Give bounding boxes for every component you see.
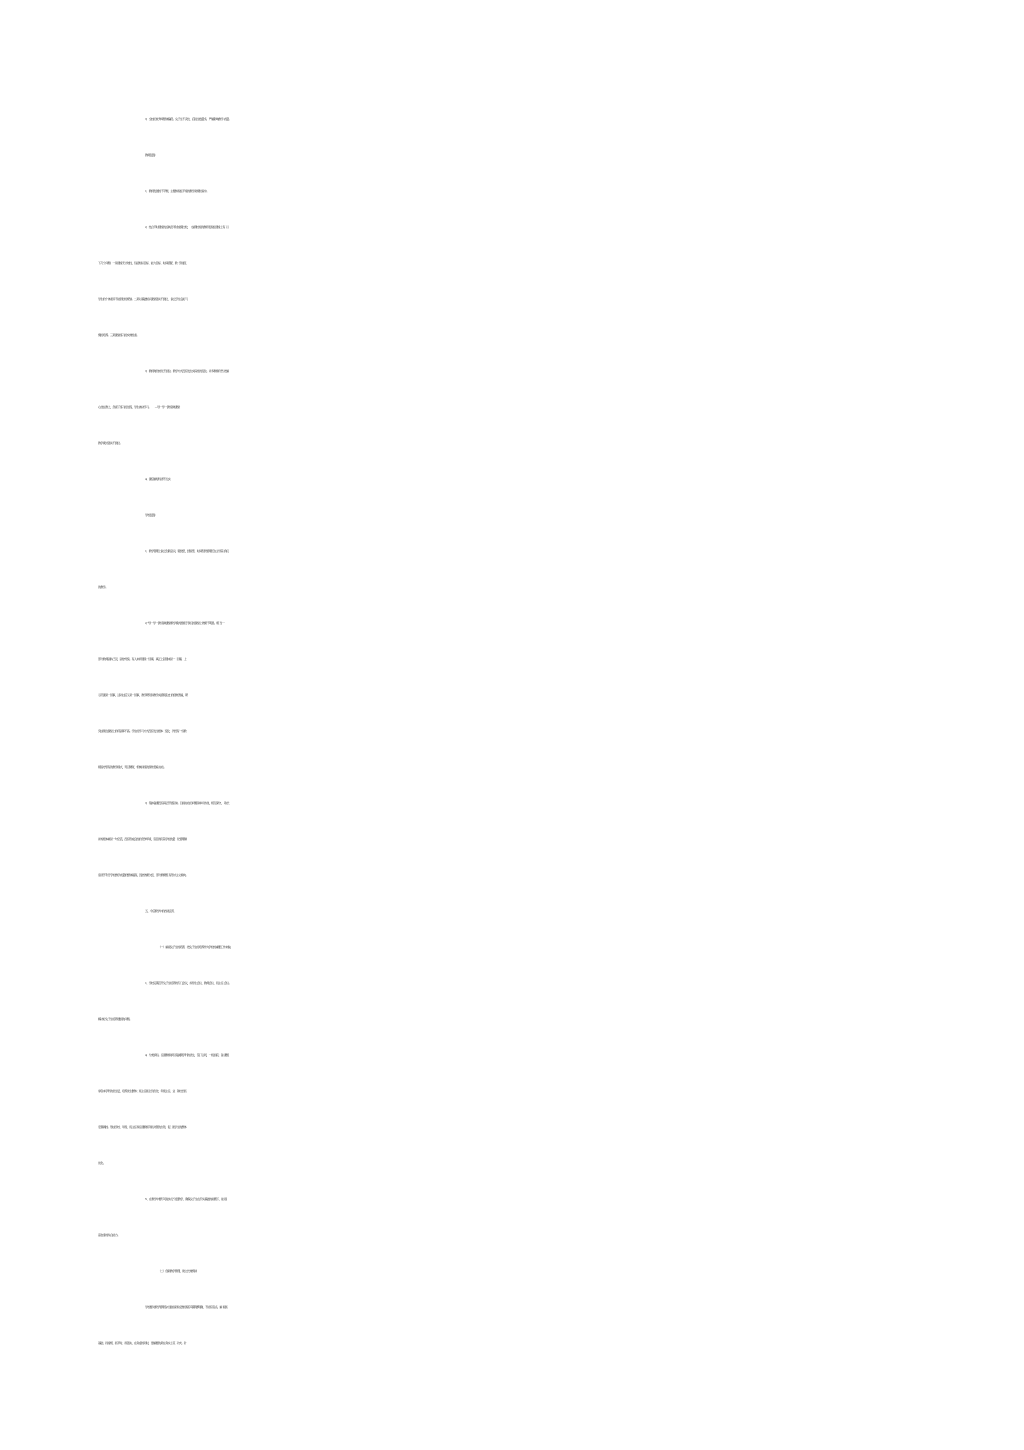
text-line: 解决好尖子生培养遇到的问题。 xyxy=(98,1017,132,1021)
text-line: 学生的个体差异不能很好的规划。二是对基础知识课堂落实不到位， 缺乏学生良好习 xyxy=(98,297,188,301)
text-line: 4．分类承包。任课教师承包有缺腿学科的优生，签订合同，一抓到底；备 课组 xyxy=(145,1053,229,1057)
text-line: 优化。 xyxy=(98,1161,106,1165)
text-line: 学校层面： xyxy=(145,513,158,517)
text-line: 3．集体备课没有真正开展起来。目前存在的问题是单兵作战，相互保守， 取长 xyxy=(145,801,229,805)
text-line: 教师层面： xyxy=(145,153,158,157)
text-line: 究成果在课堂上的巩固率不高。学生的学习方式没有发生根本 变化，仍然有一些教 xyxy=(98,729,187,733)
text-line: 学校要对教学管理各方面检查和反馈的程序等都要明确，不能有盲点。重 视抓 xyxy=(145,1305,228,1309)
text-line: 度,很不利于学校教学质量的整体提高，因此效果欠佳，部分教研组 有形式主义倾向。 xyxy=(98,873,188,877)
text-line: 教学模式落实不到位。 xyxy=(98,441,123,445)
text-line: 4、课后辅导抓得不扎实 xyxy=(145,477,171,481)
text-line: 1．教学管理上缺乏创新意识，粗放型，经验型、时间型的管理还在主导着 我们 xyxy=(145,549,229,553)
text-line: 2．”导一学一测”高效课堂教学模式根植于我们的课堂上效果不明显。相 当一 xyxy=(145,621,225,625)
text-line: 3．全校的优秀率整体偏低。尖子生不突出，后进生数量多，严重影响教学 质量。 xyxy=(145,117,232,121)
text-line: 惯的培养。三是课堂练习的实效性差。 xyxy=(98,333,139,337)
text-line: 宏观调控。形成学校、年级、班主任和任课教师齐抓共管的态势，促 进学生的群体 xyxy=(98,1125,187,1129)
text-line: 示范课是一回事，活动过后又是一回事，教学研究和教学实践两张皮 的现象普遍，研 xyxy=(98,693,188,697)
section-heading: 五、今后教学中的改进意见 xyxy=(145,909,174,913)
text-line: 1．教师发展的不平衡，主要体现在平常的教学常规检查中。 xyxy=(145,189,209,193)
text-line: 高自身的综合能力。 xyxy=(98,1233,120,1237)
subsection-heading: （一）重视尖子生的培养，把尖子生的培养作为学校的重要工作来做。 xyxy=(158,945,233,949)
text-line: 5 、在教学中要尽可能实行分层教学，确保尖子生在打实基础的前题下，能 提 xyxy=(145,1197,227,1201)
text-line: 3．教师角色转化不到位。教学方式没有发生实际性的变化。许多教师仍然 把重 xyxy=(145,369,229,373)
text-line: 师固守原有的教学模式，死记硬背，机械训练的现象普遍 存在。 xyxy=(98,765,166,769)
text-line: 部分教师固执己见，固守传统。有人来听课是一回事，真正上起课来是一 回事，上 xyxy=(98,657,187,661)
text-line: 承包本学科的优生层，培养优生群体；班主任抓全员优化；年级主任、业 务校长抓 xyxy=(98,1089,187,1093)
text-line: 基础、抓常规、抓平时、抓落实，在务虚的同时，更重要的是在务实上花 功夫。针 xyxy=(98,1341,187,1345)
text-line: 心放在教上，忽视了练习的过程，学生被动学习。 —导一学一测”高效课堂 xyxy=(98,405,180,409)
subsection-heading: （二）创新教学管理，建立长效机制 xyxy=(158,1269,197,1273)
text-line: 下几个问题：一是课堂无计划性，包括知识目标、能力目标、时间搭配、教 学进度、 xyxy=(98,261,189,265)
text-line: 的教学。 xyxy=(98,585,108,589)
text-line: 1、学校定期召开尖子生培养的专门会议，如学生会议、教师会议、班主任 会议。 xyxy=(145,981,232,985)
text-line: 2．结合平时课堂的反映及考试成绩比较， 成绩较差的教师表现在课堂上有 以 xyxy=(145,225,229,229)
text-line: 补短根本就是一句空话，没有形成良性的竞争环境，盲目的盯着学校的量 化管理制 xyxy=(98,837,187,841)
